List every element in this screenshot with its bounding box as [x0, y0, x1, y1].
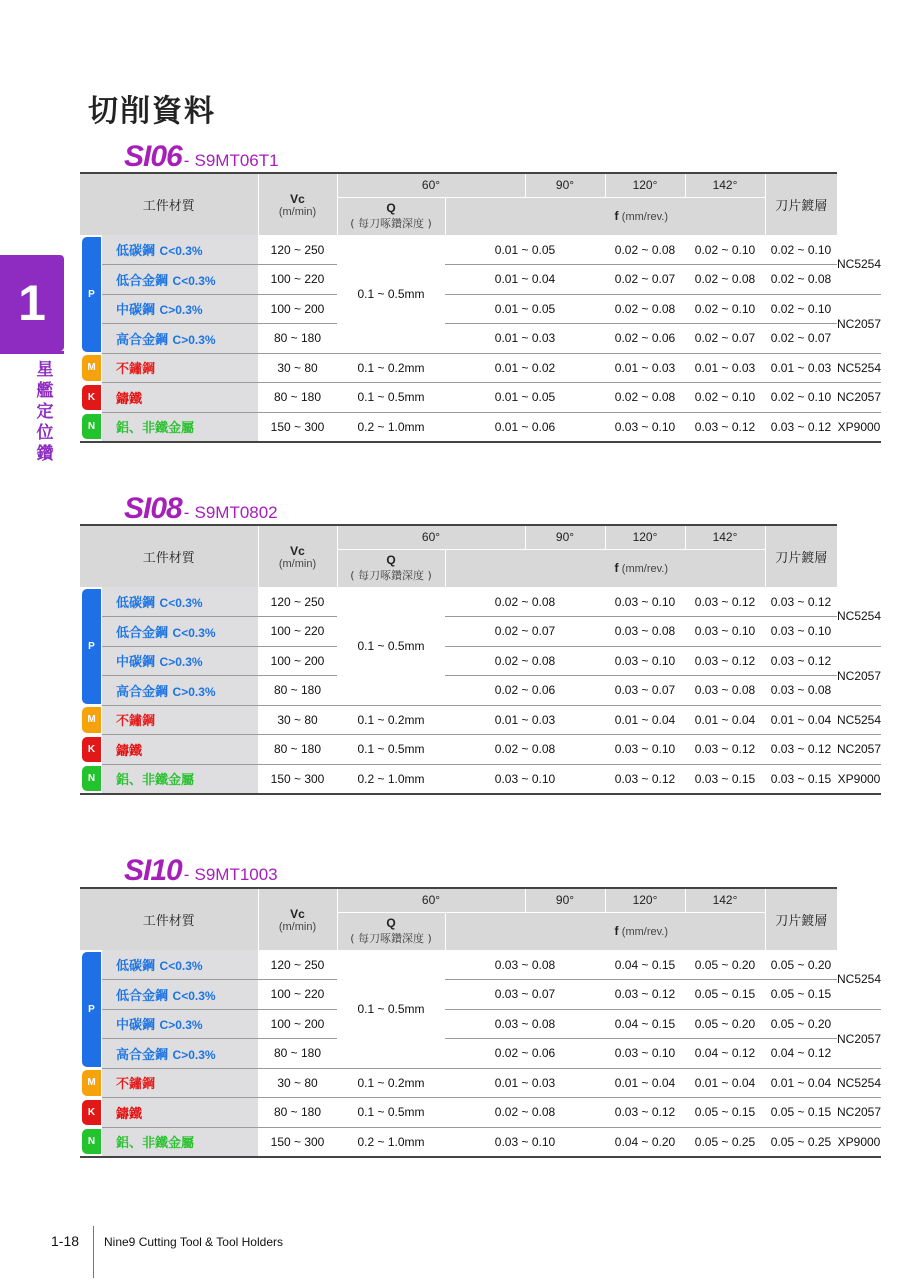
- feed-value: 0.03 ~ 0.12: [614, 771, 676, 786]
- material-name: [102, 980, 258, 1010]
- coating-value: NC5254: [837, 235, 881, 294]
- group-m-tag: [80, 353, 102, 383]
- feed-value: 0.03 ~ 0.10: [765, 617, 837, 647]
- material-name: [102, 265, 258, 295]
- material-name: [102, 294, 258, 324]
- model-name: SI06: [124, 140, 182, 173]
- feed-value: 0.05 ~ 0.20: [765, 950, 837, 980]
- feed-value: 0.03 ~ 0.12: [694, 419, 756, 434]
- feed-value: 0.01 ~ 0.04: [685, 705, 765, 735]
- feed-value: 0.02 ~ 0.07: [685, 324, 765, 354]
- material-name: [102, 617, 258, 647]
- header-angle-60: 60°: [337, 173, 525, 197]
- coating-value: XP9000: [837, 771, 881, 786]
- coating-value: NC2057: [837, 646, 881, 705]
- group-k-label: K: [82, 1100, 101, 1126]
- material-name: [102, 1009, 258, 1039]
- table-row: [80, 1127, 881, 1157]
- group-p-tag: [80, 950, 102, 1068]
- feed-value: 0.02 ~ 0.10: [765, 235, 837, 265]
- material-label: 低合金鋼: [116, 625, 169, 641]
- feed-value: 0.01 ~ 0.02: [445, 353, 605, 383]
- q-value: 0.1 ~ 0.5mm: [337, 735, 445, 765]
- feed-value: 0.03 ~ 0.10: [605, 646, 685, 676]
- feed-value: 0.05 ~ 0.15: [765, 980, 837, 1010]
- coating-value: XP9000: [837, 1134, 881, 1149]
- feed-value: 0.01 ~ 0.03: [445, 705, 605, 735]
- material-label: 高合金鋼: [116, 332, 169, 348]
- feed-value: 0.03 ~ 0.15: [694, 771, 756, 786]
- feed-value: 0.01 ~ 0.03: [765, 353, 837, 383]
- group-k-tag: [80, 735, 102, 765]
- material-name: 不鏽鋼: [102, 353, 258, 383]
- material-name: 不鏽鋼: [102, 1068, 258, 1098]
- feed-value: 0.01 ~ 0.03: [445, 1068, 605, 1098]
- feed-value: 0.01 ~ 0.04: [605, 1068, 685, 1098]
- cutting-data-table: [80, 887, 881, 1158]
- cutting-data-table: [80, 172, 881, 443]
- material-name: [102, 950, 258, 980]
- f-label: f: [614, 209, 619, 224]
- vc-label: Vc: [290, 543, 305, 558]
- header-vc: [258, 173, 337, 235]
- carbon-content: C>0.3%: [172, 684, 216, 699]
- vc-value: 80 ~ 180: [258, 1039, 337, 1069]
- group-n-tag: [80, 764, 102, 794]
- feed-value: 0.02 ~ 0.10: [765, 383, 837, 413]
- group-m-tag: [80, 1068, 102, 1098]
- feed-value: 0.03 ~ 0.10: [605, 1039, 685, 1069]
- header-angle-142: 142°: [685, 888, 765, 912]
- feed-value: 0.04 ~ 0.15: [605, 1009, 685, 1039]
- table-row: [80, 980, 881, 1010]
- q-value: 0.1 ~ 0.5mm: [337, 950, 445, 1068]
- group-k-tag: [80, 383, 102, 413]
- feed-value: 0.01 ~ 0.04: [765, 1068, 837, 1098]
- model-name: SI08: [124, 492, 182, 525]
- coating-value: NC2057: [837, 1009, 881, 1068]
- feed-value: 0.05 ~ 0.15: [685, 1098, 765, 1128]
- header-vc: [258, 888, 337, 950]
- feed-value: 0.04 ~ 0.20: [614, 1134, 676, 1149]
- vc-label: Vc: [290, 191, 305, 206]
- feed-value: 0.03 ~ 0.08: [765, 676, 837, 706]
- feed-value: 0.03 ~ 0.07: [445, 980, 605, 1010]
- coating-value: NC2057: [837, 294, 881, 353]
- feed-value: 0.02 ~ 0.08: [445, 646, 605, 676]
- insert-code: S9MT1003: [194, 865, 278, 884]
- header-angle-120: 120°: [605, 525, 685, 549]
- carbon-content: C>0.3%: [159, 1018, 203, 1033]
- section-heading: [124, 140, 279, 174]
- heading-dash: -: [183, 151, 190, 170]
- feed-value: 0.01 ~ 0.04: [685, 1068, 765, 1098]
- header-material: 工件材質: [80, 888, 258, 950]
- cutting-data-table: [80, 524, 881, 795]
- feed-value: 0.03 ~ 0.10: [685, 617, 765, 647]
- feed-value: 0.05 ~ 0.25: [694, 1134, 756, 1149]
- header-angle-60: 60°: [337, 888, 525, 912]
- vc-value: 120 ~ 250: [258, 235, 337, 265]
- chapter-tab: [0, 255, 64, 351]
- vc-label: Vc: [290, 906, 305, 921]
- material-label: 低碳鋼: [116, 244, 156, 259]
- table-row: [80, 617, 881, 647]
- chapter-divider: [0, 351, 64, 354]
- material-name: 鑄鐵: [102, 735, 258, 765]
- chapter-number: 1: [18, 275, 46, 331]
- feed-value: 0.03 ~ 0.08: [445, 950, 605, 980]
- header-q: [337, 912, 445, 950]
- material-name: 鑄鐵: [102, 1098, 258, 1128]
- material-name: 鑄鐵: [102, 383, 258, 413]
- carbon-content: C<0.3%: [159, 596, 203, 610]
- group-n-label: N: [82, 414, 101, 440]
- feed-value: 0.05 ~ 0.20: [765, 1009, 837, 1039]
- feed-value: 0.04 ~ 0.12: [685, 1039, 765, 1069]
- feed-value: 0.05 ~ 0.20: [685, 950, 765, 980]
- group-k-tag: [80, 1098, 102, 1128]
- vc-value: 30 ~ 80: [258, 705, 337, 735]
- feed-value: 0.02 ~ 0.08: [445, 735, 605, 765]
- table-row: [80, 265, 881, 295]
- vc-unit: (m/min): [278, 557, 317, 570]
- feed-value: 0.02 ~ 0.07: [445, 617, 605, 647]
- section-heading: [124, 854, 278, 888]
- table-row: [80, 764, 881, 794]
- header-coating: 刀片鍍層: [765, 888, 837, 950]
- header-q: [337, 549, 445, 587]
- feed-value: 0.03 ~ 0.10: [494, 771, 556, 786]
- table-row: [80, 412, 881, 442]
- q-value: 0.1 ~ 0.2mm: [337, 1068, 445, 1098]
- q-note: ( 每刀啄鑽深度 ): [350, 569, 432, 583]
- vc-value: 100 ~ 200: [258, 294, 337, 324]
- q-label: Q: [386, 201, 396, 216]
- vc-value: 30 ~ 80: [258, 1068, 337, 1098]
- header-coating: 刀片鍍層: [765, 525, 837, 587]
- header-angle-90: 90°: [525, 888, 605, 912]
- feed-value: 0.03 ~ 0.12: [765, 646, 837, 676]
- feed-value: 0.01 ~ 0.04: [605, 705, 685, 735]
- header-angle-142: 142°: [685, 525, 765, 549]
- material-label: 低碳鋼: [116, 596, 156, 611]
- chapter-label: 星艦定位鑽: [36, 360, 54, 464]
- group-k-label: K: [82, 385, 101, 411]
- table-row: [80, 1068, 881, 1098]
- feed-value: 0.02 ~ 0.08: [605, 294, 685, 324]
- coating-value: NC2057: [837, 383, 881, 413]
- group-p-label: P: [82, 237, 101, 352]
- table-row: [80, 705, 881, 735]
- footer-divider: [93, 1226, 94, 1278]
- carbon-content: C>0.3%: [172, 1047, 216, 1062]
- header-angle-120: 120°: [605, 173, 685, 197]
- carbon-content: C>0.3%: [159, 655, 203, 670]
- q-value: 0.1 ~ 0.5mm: [337, 383, 445, 413]
- vc-value: 150 ~ 300: [270, 771, 325, 786]
- header-angle-90: 90°: [525, 525, 605, 549]
- feed-value: 0.03 ~ 0.08: [685, 676, 765, 706]
- carbon-content: C<0.3%: [172, 625, 216, 640]
- vc-value: 80 ~ 180: [258, 1098, 337, 1128]
- feed-value: 0.01 ~ 0.05: [445, 235, 605, 265]
- material-name: [102, 235, 258, 265]
- table-row: [80, 1009, 881, 1039]
- heading-dash: -: [183, 503, 190, 522]
- material-label: 中碳鋼: [116, 655, 156, 671]
- f-unit: (mm/rev.): [621, 563, 669, 576]
- coating-value: NC5254: [837, 950, 881, 1009]
- feed-value: 0.03 ~ 0.08: [605, 617, 685, 647]
- table-row: [80, 294, 881, 324]
- feed-value: 0.04 ~ 0.15: [605, 950, 685, 980]
- feed-value: 0.02 ~ 0.06: [605, 324, 685, 354]
- feed-value: 0.01 ~ 0.03: [605, 353, 685, 383]
- header-vc: [258, 525, 337, 587]
- group-m-tag: [80, 705, 102, 735]
- vc-value: 30 ~ 80: [258, 353, 337, 383]
- f-label: f: [614, 924, 619, 939]
- model-name: SI10: [124, 854, 182, 887]
- coating-value: NC5254: [837, 587, 881, 646]
- feed-value: 0.01 ~ 0.05: [445, 294, 605, 324]
- table-row: [80, 235, 881, 265]
- group-p-tag: [80, 587, 102, 705]
- header-angle-142: 142°: [685, 173, 765, 197]
- feed-value: 0.03 ~ 0.12: [765, 735, 837, 765]
- material-name: [102, 676, 258, 706]
- feed-value: 0.02 ~ 0.10: [685, 383, 765, 413]
- material-name: [102, 587, 258, 617]
- q-value: 0.1 ~ 0.5mm: [337, 587, 445, 705]
- f-label: f: [614, 561, 619, 576]
- table-row: [80, 1098, 881, 1128]
- material-name: [102, 324, 258, 354]
- feed-value: 0.05 ~ 0.15: [765, 1098, 837, 1128]
- feed-value: 0.05 ~ 0.15: [685, 980, 765, 1010]
- vc-value: 150 ~ 300: [270, 419, 325, 434]
- q-value: 0.1 ~ 0.5mm: [337, 235, 445, 353]
- carbon-content: C<0.3%: [159, 959, 203, 973]
- feed-value: 0.03 ~ 0.12: [765, 587, 837, 617]
- table-row: [80, 735, 881, 765]
- vc-value: 100 ~ 200: [258, 646, 337, 676]
- feed-value: 0.02 ~ 0.10: [765, 294, 837, 324]
- q-value: 0.1 ~ 0.5mm: [337, 1098, 445, 1128]
- feed-value: 0.03 ~ 0.10: [614, 419, 676, 434]
- material-label: 中碳鋼: [116, 1018, 156, 1034]
- footer-text: Nine9 Cutting Tool & Tool Holders: [104, 1235, 283, 1249]
- feed-value: 0.03 ~ 0.10: [605, 735, 685, 765]
- table-row: [80, 1039, 881, 1069]
- feed-value: 0.02 ~ 0.07: [605, 265, 685, 295]
- feed-value: 0.03 ~ 0.07: [605, 676, 685, 706]
- vc-value: 120 ~ 250: [258, 950, 337, 980]
- feed-value: 0.05 ~ 0.25: [770, 1134, 832, 1149]
- carbon-content: C<0.3%: [172, 273, 216, 288]
- page-number: 1-18: [51, 1233, 80, 1249]
- group-p-label: P: [82, 952, 101, 1067]
- feed-value: 0.03 ~ 0.12: [770, 419, 832, 434]
- feed-value: 0.02 ~ 0.06: [445, 676, 605, 706]
- q-value: 0.2 ~ 1.0mm: [357, 1134, 425, 1149]
- feed-value: 0.03 ~ 0.15: [770, 771, 832, 786]
- feed-value: 0.05 ~ 0.20: [685, 1009, 765, 1039]
- feed-value: 0.02 ~ 0.08: [605, 383, 685, 413]
- feed-value: 0.04 ~ 0.12: [765, 1039, 837, 1069]
- q-value: 0.2 ~ 1.0mm: [357, 771, 425, 786]
- group-m-label: M: [82, 355, 101, 381]
- group-m-label: M: [82, 707, 101, 733]
- feed-value: 0.02 ~ 0.08: [685, 265, 765, 295]
- material-label: 高合金鋼: [116, 1047, 169, 1063]
- vc-value: 80 ~ 180: [258, 735, 337, 765]
- vc-value: 100 ~ 220: [258, 980, 337, 1010]
- vc-value: 100 ~ 200: [258, 1009, 337, 1039]
- group-p-tag: [80, 235, 102, 353]
- material-label: 低合金鋼: [116, 273, 169, 289]
- vc-value: 100 ~ 220: [258, 265, 337, 295]
- group-n-tag: [80, 412, 102, 442]
- table-row: [80, 676, 881, 706]
- table-row: [80, 383, 881, 413]
- q-label: Q: [386, 916, 396, 931]
- material-name: [102, 646, 258, 676]
- table-row: [80, 646, 881, 676]
- material-name: 不鏽鋼: [102, 705, 258, 735]
- q-note: ( 每刀啄鑽深度 ): [350, 932, 432, 946]
- feed-value: 0.02 ~ 0.10: [685, 294, 765, 324]
- section-heading: [124, 492, 278, 526]
- table-row: [80, 353, 881, 383]
- vc-value: 80 ~ 180: [258, 676, 337, 706]
- carbon-content: C>0.3%: [159, 303, 203, 318]
- material-name: [102, 1039, 258, 1069]
- material-label: 高合金鋼: [116, 684, 169, 700]
- q-note: ( 每刀啄鑽深度 ): [350, 217, 432, 231]
- feed-value: 0.02 ~ 0.07: [765, 324, 837, 354]
- insert-code: S9MT06T1: [194, 151, 279, 170]
- coating-value: NC2057: [837, 1098, 881, 1128]
- feed-value: 0.02 ~ 0.10: [685, 235, 765, 265]
- vc-value: 80 ~ 180: [258, 324, 337, 354]
- feed-value: 0.03 ~ 0.12: [685, 646, 765, 676]
- feed-value: 0.03 ~ 0.08: [445, 1009, 605, 1039]
- header-material: 工件材質: [80, 525, 258, 587]
- vc-value: 150 ~ 300: [270, 1134, 325, 1149]
- header-coating: 刀片鍍層: [765, 173, 837, 235]
- material-name: 鋁、非鐵金屬: [102, 764, 258, 794]
- group-k-label: K: [82, 737, 101, 763]
- table-row: [80, 587, 881, 617]
- feed-value: 0.02 ~ 0.06: [445, 1039, 605, 1069]
- feed-value: 0.02 ~ 0.08: [445, 1098, 605, 1128]
- table-row: [80, 324, 881, 354]
- header-angle-90: 90°: [525, 173, 605, 197]
- feed-value: 0.01 ~ 0.03: [685, 353, 765, 383]
- group-n-tag: [80, 1127, 102, 1157]
- vc-unit: (m/min): [278, 920, 317, 933]
- carbon-content: C<0.3%: [159, 244, 203, 258]
- header-angle-120: 120°: [605, 888, 685, 912]
- q-value: 0.1 ~ 0.2mm: [337, 705, 445, 735]
- coating-value: NC5254: [837, 353, 881, 383]
- material-name: 鋁、非鐵金屬: [102, 1127, 258, 1157]
- f-unit: (mm/rev.): [621, 211, 669, 224]
- vc-value: 80 ~ 180: [258, 383, 337, 413]
- header-angle-60: 60°: [337, 525, 525, 549]
- feed-value: 0.03 ~ 0.12: [685, 735, 765, 765]
- feed-value: 0.03 ~ 0.12: [605, 1098, 685, 1128]
- header-q: [337, 197, 445, 235]
- feed-value: 0.03 ~ 0.12: [605, 980, 685, 1010]
- feed-value: 0.01 ~ 0.05: [445, 383, 605, 413]
- vc-value: 100 ~ 220: [258, 617, 337, 647]
- group-p-label: P: [82, 589, 101, 704]
- page-title: 切削資料: [88, 94, 216, 129]
- material-label: 低合金鋼: [116, 988, 169, 1004]
- feed-value: 0.01 ~ 0.04: [445, 265, 605, 295]
- carbon-content: C>0.3%: [172, 332, 216, 347]
- coating-value: NC2057: [837, 735, 881, 765]
- feed-value: 0.01 ~ 0.04: [765, 705, 837, 735]
- vc-unit: (m/min): [278, 205, 317, 218]
- material-label: 中碳鋼: [116, 303, 156, 319]
- coating-value: NC5254: [837, 1068, 881, 1098]
- feed-value: 0.03 ~ 0.10: [494, 1134, 556, 1149]
- q-label: Q: [386, 553, 396, 568]
- group-n-label: N: [82, 1129, 101, 1155]
- feed-value: 0.02 ~ 0.08: [605, 235, 685, 265]
- carbon-content: C<0.3%: [172, 988, 216, 1003]
- group-m-label: M: [82, 1070, 101, 1096]
- header-material: 工件材質: [80, 173, 258, 235]
- f-unit: (mm/rev.): [621, 926, 669, 939]
- coating-value: XP9000: [837, 419, 881, 434]
- feed-value: 0.01 ~ 0.06: [494, 419, 556, 434]
- q-value: 0.1 ~ 0.2mm: [337, 353, 445, 383]
- material-name: 鋁、非鐵金屬: [102, 412, 258, 442]
- vc-value: 120 ~ 250: [258, 587, 337, 617]
- feed-value: 0.02 ~ 0.08: [765, 265, 837, 295]
- heading-dash: -: [183, 865, 190, 884]
- feed-value: 0.02 ~ 0.08: [445, 587, 605, 617]
- q-value: 0.2 ~ 1.0mm: [357, 419, 425, 434]
- feed-value: 0.03 ~ 0.12: [685, 587, 765, 617]
- feed-value: 0.03 ~ 0.10: [605, 587, 685, 617]
- group-n-label: N: [82, 766, 101, 792]
- material-label: 低碳鋼: [116, 959, 156, 974]
- table-row: [80, 950, 881, 980]
- insert-code: S9MT0802: [194, 503, 278, 522]
- feed-value: 0.01 ~ 0.03: [445, 324, 605, 354]
- coating-value: NC5254: [837, 705, 881, 735]
